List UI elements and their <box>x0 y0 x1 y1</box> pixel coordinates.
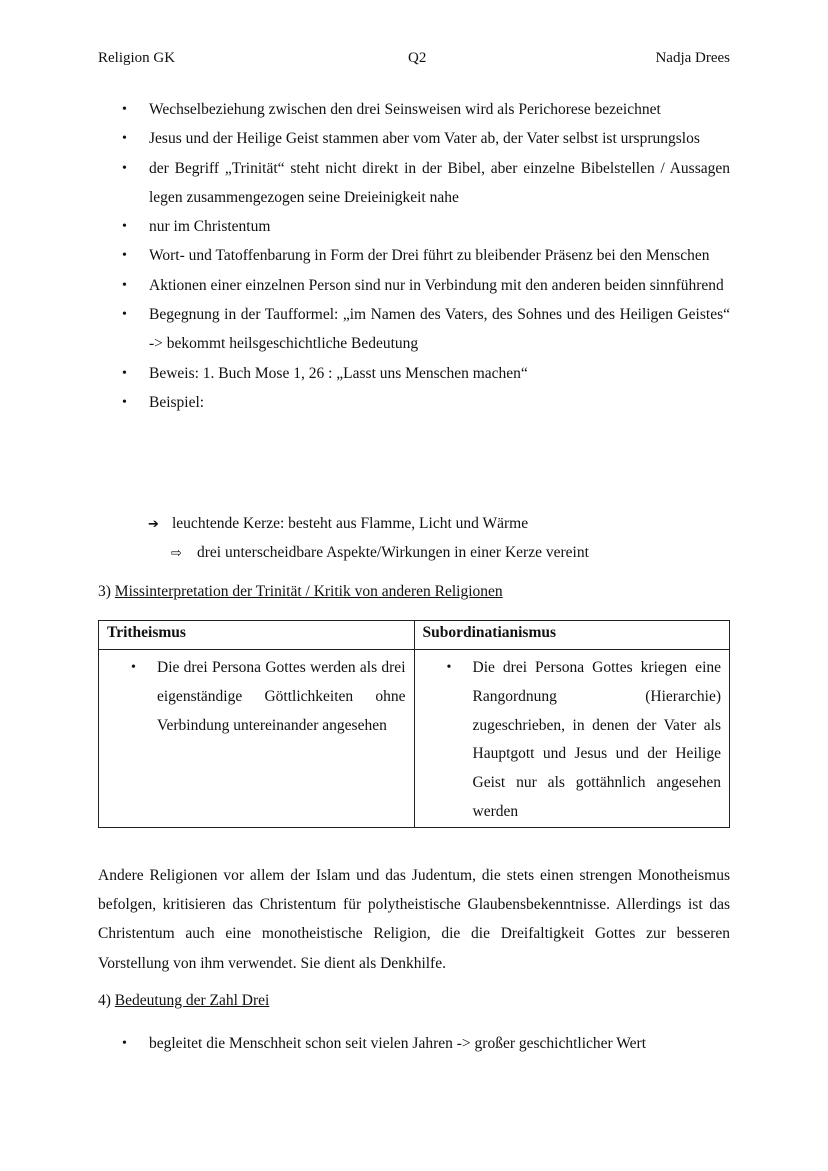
bullet-icon: • <box>122 277 127 293</box>
list-item: • Beweis: 1. Buch Mose 1, 26 : „Lasst uns Menschen machen“ <box>98 359 730 388</box>
arrow-right-icon: ➔ <box>148 517 159 532</box>
bullet-icon: • <box>122 365 127 381</box>
bullet-icon: • <box>122 102 127 117</box>
bullet-icon: • <box>131 660 136 675</box>
header-author: Nadja Drees <box>655 50 730 66</box>
header-course: Religion GK <box>98 50 176 66</box>
page-header <box>98 50 730 70</box>
list-item: • Beispiel: <box>98 388 730 417</box>
example-line-1: ➔ leuchtende Kerze: besteht aus Flamme, Licht und Wärme <box>148 509 528 539</box>
bullet-icon: • <box>122 307 127 323</box>
list-item: • Wort- und Tatoffenbarung in Form der Drei führt zu bleibender Präsenz bei den Menschen <box>98 241 730 270</box>
bullet-icon: • <box>122 248 127 264</box>
outline-arrow-right-icon: ⇨ <box>171 546 182 561</box>
table-header-row <box>99 621 730 650</box>
list-item: • nur im Christentum <box>98 212 730 241</box>
header-term: Q2 <box>408 50 427 66</box>
table-cell: • Die drei Persona Gottes kriegen eine Rangordnung (Hierarchie) zugeschrieben, in denen der Vater als Hauptgott und Jesus und der Heilige Geist nur als gottähnlich angesehen werden <box>414 650 730 828</box>
bullet-icon: • <box>122 219 127 235</box>
table-row <box>99 650 730 828</box>
bullet-list-trinity <box>98 95 730 417</box>
criticism-paragraph: Andere Religionen vor allem der Islam und das Judentum, die stets einen strengen Monotheismus befolgen, kritisieren das Christentum für polytheistische Glaubensbekenntnisse. Allerdings ist das Christentum auch eine monotheistische Religion, die die Dreifaltigkeit Gottes zur besseren Vorstellung von ihm verwendet. Sie dient als Denkhilfe. <box>98 867 730 972</box>
bullet-icon: • <box>122 160 127 176</box>
table-cell: • Die drei Persona Gottes werden als drei eigenständige Göttlichkeiten ohne Verbindung untereinander angesehen <box>99 650 415 828</box>
list-item: • Jesus und der Heilige Geist stammen aber vom Vater ab, der Vater selbst ist ursprungslos <box>98 124 730 153</box>
table-header-subordinatianismus: Subordinatianismus <box>414 621 730 650</box>
list-item: • Aktionen einer einzelnen Person sind nur in Verbindung mit den anderen beiden sinnführend <box>98 271 730 300</box>
bullet-icon: • <box>446 660 452 675</box>
section-heading-3: 3) Missinterpretation der Trinität / Kritik von anderen Religionen <box>98 583 503 600</box>
example-line-2: ⇨ drei unterscheidbare Aspekte/Wirkungen in einer Kerze vereint <box>171 538 589 568</box>
bullet-list-number-three <box>98 1029 730 1058</box>
list-item: • Begegnung in der Taufformel: „im Namen des Vaters, des Sohnes und des Heiligen Geistes“ -> bekommt heilsgeschichtliche Bedeutung <box>98 300 730 359</box>
list-item: • begleitet die Menschheit schon seit vielen Jahren -> großer geschichtlicher Wert <box>98 1029 730 1058</box>
section-heading-4: 4) Bedeutung der Zahl Drei <box>98 992 270 1009</box>
bullet-icon: • <box>122 394 127 410</box>
list-item: • der Begriff „Trinität“ steht nicht direkt in der Bibel, aber einzelne Bibelstellen / Aussagen legen zusammengezogen seine Dreieinigkeit nahe <box>98 154 730 213</box>
comparison-table <box>98 620 730 828</box>
bullet-icon: • <box>122 131 127 147</box>
list-item: • Wechselbeziehung zwischen den drei Seinsweisen wird als Perichorese bezeichnet <box>98 95 730 124</box>
table-header-tritheismus: Tritheismus <box>99 621 415 650</box>
bullet-icon: • <box>122 1036 127 1051</box>
